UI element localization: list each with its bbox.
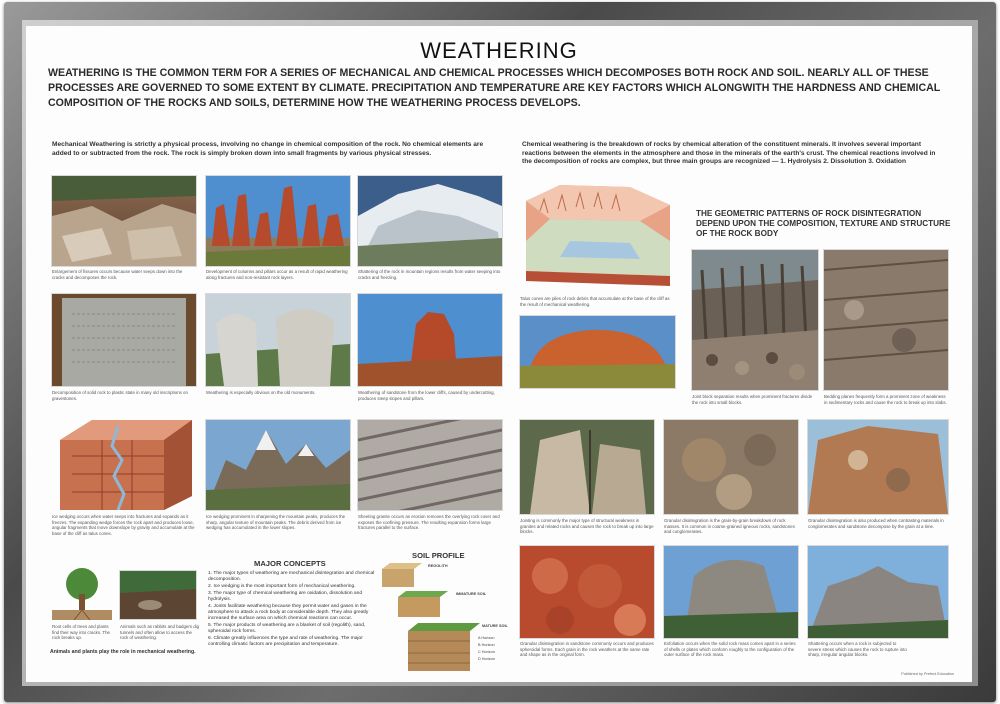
geometric-patterns-heading: THE GEOMETRIC PATTERNS OF ROCK DISINTEGRATION DEPEND UPON THE COMPOSITION, TEXTURE AND STRUCTURE OF THE ROCK BODY <box>696 209 951 238</box>
concept-item: 3. The major type of chemical weathering are oxidation, dissolution and hydrolysis. <box>208 590 363 602</box>
diagram-ice-wedging <box>52 416 196 510</box>
photo-sheeting-granite <box>358 420 502 510</box>
photo-granular-igneous <box>664 420 798 514</box>
major-concepts-list <box>208 571 386 648</box>
chemical-weathering-intro: Chemical weathering is the breakdown of rocks by chemical alteration of the constituent minerals. It involves several important reactions between the elements in the atmosphere and those in the minerals of the earth's crust. The chemical reactions involved in the decomposition of rocks are complex, but three main groups are recognized — 1. Hydrolysis 2. Dissolution 3. Oxidation <box>522 141 936 166</box>
caption-conglomerate: Granular disintegration is also produced when contrasting materials in conglomerates and sandstone decompose by the grain at a time. <box>808 518 944 529</box>
photo-joint-blocks <box>692 250 818 390</box>
photo-conglomerate <box>808 420 948 514</box>
soil-horizon-c: C Horizon <box>478 650 495 654</box>
caption-granular-igneous: Granular disintegration is the grain-by-grain breakdown of rock masses. It is common in coarse-grained igneous rocks, sandstones and conglomerates. <box>664 518 795 535</box>
photo-bedding-planes <box>824 250 948 390</box>
caption-fissures: Enlargement of fissures occurs because water seeps down into the cracks and decomposes the rock. <box>52 269 183 280</box>
caption-bedding-planes: Bedding planes frequently form a prominent zone of weakness in sedimentary rocks and cause the rock to break up into slabs. <box>824 394 947 405</box>
photo-mountain-peaks <box>206 420 350 510</box>
caption-jointing-granite: Jointing is commonly the major type of structural weakness in granites and related rocks and causes the rock to break up into large blocks. <box>520 518 654 535</box>
photo-monolith <box>520 316 675 388</box>
photo-spheroidal-sandstone <box>520 546 654 638</box>
caption-columns: Development of columns and pillars occur as a result of rapid weathering along fractures and non-resistant rock layers. <box>206 269 348 280</box>
caption-tree-roots: Root cells of trees and plants find their way into cracks. The rock breaks up. <box>52 624 110 641</box>
concept-item: 4. Joints facilitate weathering because they permit water and gases in the atmosphere to attack a rock body at considerable depth. They also greatly increased the surface area on which chemical reactions can occur. <box>208 603 369 621</box>
photo-fissures <box>52 176 196 266</box>
illustration-tree-roots <box>52 566 112 620</box>
caption-burrowing-animals: Animals such as rabbits and badgers dig tunnels and often allow to access the rock of weathering. <box>120 624 200 641</box>
poster-title: WEATHERING <box>420 38 578 63</box>
poster <box>26 26 972 682</box>
soil-label-mature: MATURE SOIL <box>482 624 508 628</box>
soil-label-immature: IMMATURE SOIL <box>456 592 487 596</box>
caption-sheeting-granite: Sheeting granite occurs as erosion removes the overlying rock cover and exposes the confining pressure. The resulting expansion forms large fractures parallel to the surface. <box>358 514 500 531</box>
caption-sandstone-pillar: Weathering of sandstone from the lower cliffs, caused by undercutting, produces steep slopes and pillars. <box>358 390 495 401</box>
caption-spheroidal-sandstone: Granular disintegration in sandstone commonly occurs and produces spheroidal forms. Each grain in the rock weathers at the same rate and shape as in the original form. <box>520 641 654 658</box>
concept-item: 6. Climate greatly influences the type and rate of weathering. The major controlling climatic factors are precipitation and temperature. <box>208 635 363 647</box>
caption-exfoliation-dome: Exfoliation occurs when the solid rock mass comes apart in a series of shells or plates which conform roughly to the configuration of the outer surface of the rock mass. <box>664 641 796 658</box>
photo-shattering <box>358 176 502 266</box>
soil-label-regolith: REGOLITH <box>428 564 448 568</box>
photo-monuments <box>206 294 350 386</box>
publisher-credit: Published by Prefect Education <box>901 672 954 676</box>
caption-ice-wedging: Ice wedging occurs when water seeps into fractures and expands as it freezes. The expanding wedge forces the rock apart and produces loose, angular fragments that move downslope by gravity and accumulate at the base of the cliff as talus cones. <box>52 514 195 536</box>
concept-item: 2. Ice wedging is the most important form of mechanical weathering. <box>208 583 356 589</box>
photo-jointing-granite <box>520 420 654 514</box>
photo-exfoliation-dome <box>664 546 798 638</box>
photo-sandstone-pillar <box>358 294 502 386</box>
caption-shattered-peak: Shattering occurs when a rock is subjected to severe stress which causes the rock to rupture into sharp, irregular angular blocks. <box>808 641 907 658</box>
soil-horizon-d: D Horizon <box>478 657 495 661</box>
caption-monuments: Weathering is especially obvious on the old monuments. <box>206 390 316 395</box>
caption-joint-blocks: Joint block separation results when prominent fractures divide the rock into small blocks. <box>692 394 813 405</box>
soil-horizon-b: B Horizon <box>478 643 495 647</box>
soil-profile-title: SOIL PROFILE <box>412 551 465 560</box>
major-concepts-title: MAJOR CONCEPTS <box>254 559 326 568</box>
diagram-talus-cones <box>520 181 675 291</box>
photo-shattered-peak <box>808 546 948 638</box>
intro-paragraph: WEATHERING IS THE COMMON TERM FOR A SERIES OF MECHANICAL AND CHEMICAL PROCESSES WHICH DECOMPOSES BOTH ROCK AND SOIL. NEARLY ALL OF THESE PROCESSES ARE GOVERNED TO SOME EXTENT BY CLIMATE. PRECIPITATION AND TEMPERATURE ARE KEY FACTORS WHICH ALONGWITH THE HARDNESS AND CHEMICAL COMPOSITION OF THE ROCKS AND SOILS, DETERMINE HOW THE WEATHERING PROCESS DEVELOPS. <box>48 67 941 109</box>
caption-shattering: Shattering of the rock in mountain regions results from water seeping into cracks and freezing. <box>358 269 501 280</box>
diagram-soil-profile <box>378 561 488 673</box>
concept-item: 5. The major products of weathering are a blanket of soil (regolith), sand, spheroidal rock forms. <box>208 622 366 634</box>
soil-horizon-a: A Horizon <box>478 636 495 640</box>
caption-gravestone: Decomposition of solid rock to plastic state in many old inscriptions on gravestones. <box>52 390 188 401</box>
mechanical-weathering-intro: Mechanical Weathering is strictly a physical process, involving no change in chemical composition of the rock. No chemical elements are added to or subtracted from the rock. The rock is simply broken down into small fragments by various physical stresses. <box>52 141 484 157</box>
animals-plants-note: Animals and plants play the role in mechanical weathering. <box>50 649 196 655</box>
caption-mountain-peaks: Ice wedging prominent in sharpening the mountain peaks, produces the sharp, angular texture of mountain peaks. The debris derived from ice wedging has accumulated in the lower slopes. <box>206 514 346 531</box>
concept-item: 1. The major types of weathering are mechanical disintegration and chemical decomposition. <box>208 571 375 583</box>
caption-talus-cones: Talus cones are piles of rock debris that accumulate at the base of the cliff as the result of mechanical weathering. <box>520 296 670 307</box>
photo-gravestone <box>52 294 196 386</box>
photo-columns <box>206 176 350 266</box>
illustration-burrowing-animals <box>120 571 196 619</box>
